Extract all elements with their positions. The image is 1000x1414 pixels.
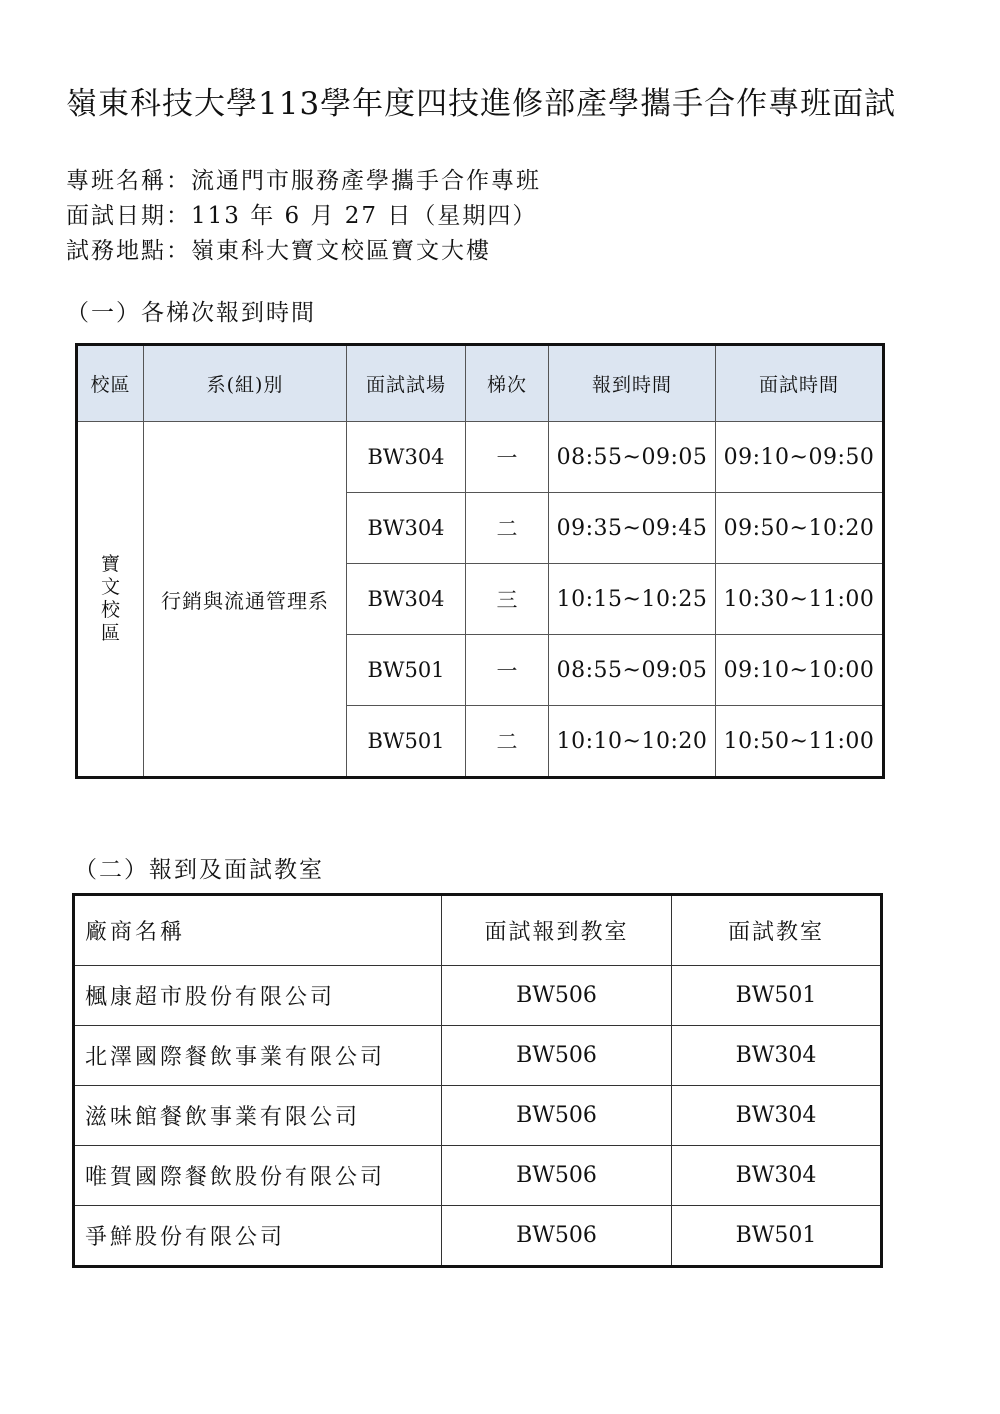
interview-time-cell: 09:10~09:50 <box>716 422 884 493</box>
interview-date: 面試日期：113 年 6 月 27 日（星期四） <box>66 203 538 229</box>
interview-location: 試務地點：嶺東科大寶文校區寶文大樓 <box>66 238 491 264</box>
checkin-time-cell: 08:55~09:05 <box>549 635 716 706</box>
interview-room-cell: BW304 <box>672 1146 882 1206</box>
schedule-header-row <box>77 345 884 422</box>
batch-cell: 三 <box>466 564 549 635</box>
classroom-header-row <box>74 895 882 966</box>
interview-room-cell: BW501 <box>672 1206 882 1267</box>
interview-time-cell: 09:50~10:20 <box>716 493 884 564</box>
interview-room-cell: BW304 <box>672 1026 882 1086</box>
campus-char: 文 <box>100 576 120 598</box>
program-name: 專班名稱：流通門市服務產學攜手合作專班 <box>66 168 541 194</box>
interview-time-cell: 09:10~10:00 <box>716 635 884 706</box>
room-cell: BW501 <box>347 706 466 778</box>
batch-cell: 二 <box>466 493 549 564</box>
room-cell: BW304 <box>347 564 466 635</box>
section-1-heading: （一）各梯次報到時間 <box>66 300 316 326</box>
table-row <box>74 966 882 1026</box>
header-company: 廠商名稱 <box>74 895 442 966</box>
department-cell: 行銷與流通管理系 <box>144 422 347 778</box>
checkin-time-cell: 10:15~10:25 <box>549 564 716 635</box>
interview-room-cell: BW501 <box>672 966 882 1026</box>
campus-char: 校 <box>100 599 120 621</box>
checkin-time-cell: 10:10~10:20 <box>549 706 716 778</box>
table-row <box>74 1206 882 1267</box>
header-department: 系(組)別 <box>144 345 347 422</box>
room-cell: BW304 <box>347 422 466 493</box>
campus-char: 區 <box>100 622 120 644</box>
campus-char: 寶 <box>100 553 120 575</box>
checkin-room-cell: BW506 <box>442 966 672 1026</box>
table-row <box>77 422 884 493</box>
campus-cell <box>77 422 144 778</box>
company-cell: 爭鮮股份有限公司 <box>74 1206 442 1267</box>
header-interview-room: 面試教室 <box>672 895 882 966</box>
checkin-room-cell: BW506 <box>442 1206 672 1267</box>
header-batch: 梯次 <box>466 345 549 422</box>
company-cell: 唯賀國際餐飲股份有限公司 <box>74 1146 442 1206</box>
interview-time-cell: 10:30~11:00 <box>716 564 884 635</box>
batch-cell: 一 <box>466 635 549 706</box>
header-interview-time: 面試時間 <box>716 345 884 422</box>
room-cell: BW501 <box>347 635 466 706</box>
checkin-time-cell: 08:55~09:05 <box>549 422 716 493</box>
header-room: 面試試場 <box>347 345 466 422</box>
interview-time-cell: 10:50~11:00 <box>716 706 884 778</box>
checkin-room-cell: BW506 <box>442 1026 672 1086</box>
table-row <box>74 1086 882 1146</box>
room-cell: BW304 <box>347 493 466 564</box>
section-2-heading: （二）報到及面試教室 <box>74 857 324 883</box>
checkin-room-cell: BW506 <box>442 1086 672 1146</box>
header-campus: 校區 <box>77 345 144 422</box>
header-checkin-time: 報到時間 <box>549 345 716 422</box>
table-row <box>74 1146 882 1206</box>
checkin-time-cell: 09:35~09:45 <box>549 493 716 564</box>
company-cell: 楓康超市股份有限公司 <box>74 966 442 1026</box>
table-row <box>74 1026 882 1086</box>
batch-cell: 二 <box>466 706 549 778</box>
page-title: 嶺東科技大學113學年度四技進修部產學攜手合作專班面試 <box>66 86 897 122</box>
header-checkin-room: 面試報到教室 <box>442 895 672 966</box>
batch-cell: 一 <box>466 422 549 493</box>
company-cell: 北澤國際餐飲事業有限公司 <box>74 1026 442 1086</box>
company-cell: 滋味館餐飲事業有限公司 <box>74 1086 442 1146</box>
interview-room-cell: BW304 <box>672 1086 882 1146</box>
classroom-table <box>72 893 883 1268</box>
checkin-room-cell: BW506 <box>442 1146 672 1206</box>
schedule-table <box>75 343 885 779</box>
